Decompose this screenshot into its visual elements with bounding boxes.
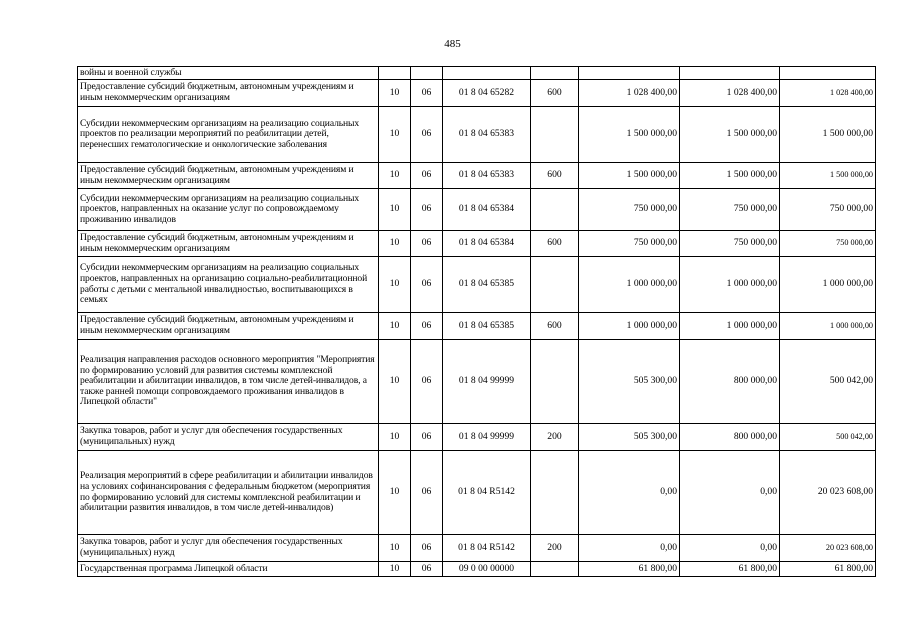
- table-row: [78, 107, 876, 163]
- row-amount-2-cell: 0,00: [680, 451, 780, 535]
- row-target-article-cell: 01 8 04 65282: [443, 80, 531, 107]
- row-target-article-cell: 01 8 04 R5142: [443, 451, 531, 535]
- row-section-cell: 10: [379, 424, 411, 451]
- row-name-cell: Предоставление субсидий бюджетным, автономным учреждениям и иным некоммерческим организациям: [78, 231, 379, 257]
- row-amount-3-cell: 1 500 000,00: [780, 163, 876, 189]
- row-amount-2-cell: 61 800,00: [680, 562, 780, 577]
- row-name-cell: Закупка товаров, работ и услуг для обеспечения государственных (муниципальных) нужд: [78, 535, 379, 562]
- row-section-cell: 10: [379, 80, 411, 107]
- row-amount-3-cell: 20 023 608,00: [780, 451, 876, 535]
- table-row: [78, 562, 876, 577]
- row-subsection-cell: [411, 67, 443, 80]
- row-amount-2-cell: 800 000,00: [680, 424, 780, 451]
- row-subsection-cell: 06: [411, 424, 443, 451]
- row-amount-1-cell: 1 500 000,00: [579, 107, 680, 163]
- row-target-article-cell: 01 8 04 65384: [443, 189, 531, 231]
- row-amount-1-cell: 1 000 000,00: [579, 257, 680, 313]
- row-target-article-cell: 01 8 04 65385: [443, 257, 531, 313]
- row-expense-type-cell: 200: [531, 424, 579, 451]
- table-row: [78, 424, 876, 451]
- row-amount-2-cell: 800 000,00: [680, 340, 780, 424]
- row-name-cell: Предоставление субсидий бюджетным, автономным учреждениям и иным некоммерческим организациям: [78, 163, 379, 189]
- budget-table-body: [78, 67, 876, 577]
- row-expense-type-cell: [531, 189, 579, 231]
- row-expense-type-cell: 600: [531, 163, 579, 189]
- row-amount-3-cell: 500 042,00: [780, 424, 876, 451]
- row-target-article-cell: 01 8 04 99999: [443, 424, 531, 451]
- row-target-article-cell: 01 8 04 65383: [443, 107, 531, 163]
- row-amount-1-cell: 750 000,00: [579, 189, 680, 231]
- row-subsection-cell: 06: [411, 107, 443, 163]
- row-target-article-cell: 09 0 00 00000: [443, 562, 531, 577]
- row-section-cell: 10: [379, 313, 411, 340]
- row-amount-2-cell: 1 000 000,00: [680, 257, 780, 313]
- row-amount-1-cell: 505 300,00: [579, 340, 680, 424]
- row-amount-3-cell: 750 000,00: [780, 231, 876, 257]
- row-amount-2-cell: 1 500 000,00: [680, 163, 780, 189]
- row-amount-1-cell: 0,00: [579, 535, 680, 562]
- row-amount-2-cell: 1 500 000,00: [680, 107, 780, 163]
- row-subsection-cell: 06: [411, 80, 443, 107]
- row-subsection-cell: 06: [411, 562, 443, 577]
- page-number: 485: [444, 38, 461, 50]
- row-subsection-cell: 06: [411, 451, 443, 535]
- table-row: [78, 340, 876, 424]
- row-expense-type-cell: [531, 340, 579, 424]
- table-row: [78, 189, 876, 231]
- row-name-cell: Субсидии некоммерческим организациям на реализацию социальных проектов по реализации мероприятий по реабилитации детей, перенесших гематологические и онкологические заболевания: [78, 107, 379, 163]
- row-amount-1-cell: 505 300,00: [579, 424, 680, 451]
- row-name-cell: Реализация мероприятий в сфере реабилитации и абилитации инвалидов на условиях софинансирования с федеральным бюджетом (мероприятия по формированию условий для системы комплексной реабилитации и абилитации развития инвалидов, в том числе детей-инвалидов): [78, 451, 379, 535]
- row-name-cell: Закупка товаров, работ и услуг для обеспечения государственных (муниципальных) нужд: [78, 424, 379, 451]
- row-amount-3-cell: 61 800,00: [780, 562, 876, 577]
- table-row: [78, 313, 876, 340]
- row-target-article-cell: 01 8 04 65384: [443, 231, 531, 257]
- row-subsection-cell: 06: [411, 340, 443, 424]
- row-amount-1-cell: 1 028 400,00: [579, 80, 680, 107]
- row-amount-1-cell: 1 000 000,00: [579, 313, 680, 340]
- row-amount-2-cell: [680, 67, 780, 80]
- row-amount-1-cell: 61 800,00: [579, 562, 680, 577]
- row-target-article-cell: [443, 67, 531, 80]
- row-amount-1-cell: 0,00: [579, 451, 680, 535]
- row-section-cell: 10: [379, 163, 411, 189]
- row-expense-type-cell: [531, 67, 579, 80]
- row-expense-type-cell: 600: [531, 313, 579, 340]
- row-expense-type-cell: [531, 257, 579, 313]
- row-amount-1-cell: 750 000,00: [579, 231, 680, 257]
- row-subsection-cell: 06: [411, 189, 443, 231]
- row-subsection-cell: 06: [411, 231, 443, 257]
- table-row: [78, 163, 876, 189]
- row-expense-type-cell: [531, 107, 579, 163]
- row-amount-3-cell: 1 000 000,00: [780, 257, 876, 313]
- row-expense-type-cell: [531, 451, 579, 535]
- row-expense-type-cell: [531, 562, 579, 577]
- row-amount-3-cell: 1 500 000,00: [780, 107, 876, 163]
- row-expense-type-cell: 600: [531, 80, 579, 107]
- row-name-cell: Реализация направления расходов основного мероприятия "Мероприятия по формированию условий для развития системы комплексной реабилитации и абилитации инвалидов, в том числе детей-инвалидов, а также ранней помощи сопровождаемого проживания инвалидов в Липецкой области": [78, 340, 379, 424]
- row-target-article-cell: 01 8 04 99999: [443, 340, 531, 424]
- row-amount-3-cell: 750 000,00: [780, 189, 876, 231]
- row-amount-2-cell: 1 028 400,00: [680, 80, 780, 107]
- row-name-cell: Государственная программа Липецкой области: [78, 562, 379, 577]
- row-section-cell: 10: [379, 107, 411, 163]
- row-amount-3-cell: 500 042,00: [780, 340, 876, 424]
- row-amount-1-cell: [579, 67, 680, 80]
- row-name-cell: Предоставление субсидий бюджетным, автономным учреждениям и иным некоммерческим организациям: [78, 80, 379, 107]
- row-target-article-cell: 01 8 04 65383: [443, 163, 531, 189]
- row-target-article-cell: 01 8 04 R5142: [443, 535, 531, 562]
- row-section-cell: [379, 67, 411, 80]
- row-amount-1-cell: 1 500 000,00: [579, 163, 680, 189]
- row-subsection-cell: 06: [411, 535, 443, 562]
- row-amount-3-cell: [780, 67, 876, 80]
- row-amount-3-cell: 1 028 400,00: [780, 80, 876, 107]
- row-section-cell: 10: [379, 231, 411, 257]
- table-row: [78, 80, 876, 107]
- row-section-cell: 10: [379, 340, 411, 424]
- row-expense-type-cell: 200: [531, 535, 579, 562]
- row-amount-2-cell: 750 000,00: [680, 189, 780, 231]
- row-section-cell: 10: [379, 189, 411, 231]
- row-subsection-cell: 06: [411, 163, 443, 189]
- row-section-cell: 10: [379, 535, 411, 562]
- row-amount-2-cell: 750 000,00: [680, 231, 780, 257]
- row-name-cell: Предоставление субсидий бюджетным, автономным учреждениям и иным некоммерческим организациям: [78, 313, 379, 340]
- row-expense-type-cell: 600: [531, 231, 579, 257]
- row-target-article-cell: 01 8 04 65385: [443, 313, 531, 340]
- table-row: [78, 257, 876, 313]
- table-row: [78, 535, 876, 562]
- row-subsection-cell: 06: [411, 313, 443, 340]
- budget-table: [77, 66, 876, 577]
- table-row: [78, 451, 876, 535]
- table-row: [78, 67, 876, 80]
- row-amount-3-cell: 20 023 608,00: [780, 535, 876, 562]
- row-section-cell: 10: [379, 562, 411, 577]
- table-row: [78, 231, 876, 257]
- row-name-cell: Субсидии некоммерческим организациям на реализацию социальных проектов, направленных на оказание услуг по сопровождаемому проживанию инвалидов: [78, 189, 379, 231]
- row-name-cell: Субсидии некоммерческим организациям на реализацию социальных проектов, направленных на организацию социально-реабилитационной работы с детьми с ментальной инвалидностью, воспитывающихся в семьях: [78, 257, 379, 313]
- row-amount-3-cell: 1 000 000,00: [780, 313, 876, 340]
- row-subsection-cell: 06: [411, 257, 443, 313]
- row-amount-2-cell: 1 000 000,00: [680, 313, 780, 340]
- row-section-cell: 10: [379, 257, 411, 313]
- row-name-cell: войны и военной службы: [78, 67, 379, 80]
- row-amount-2-cell: 0,00: [680, 535, 780, 562]
- row-section-cell: 10: [379, 451, 411, 535]
